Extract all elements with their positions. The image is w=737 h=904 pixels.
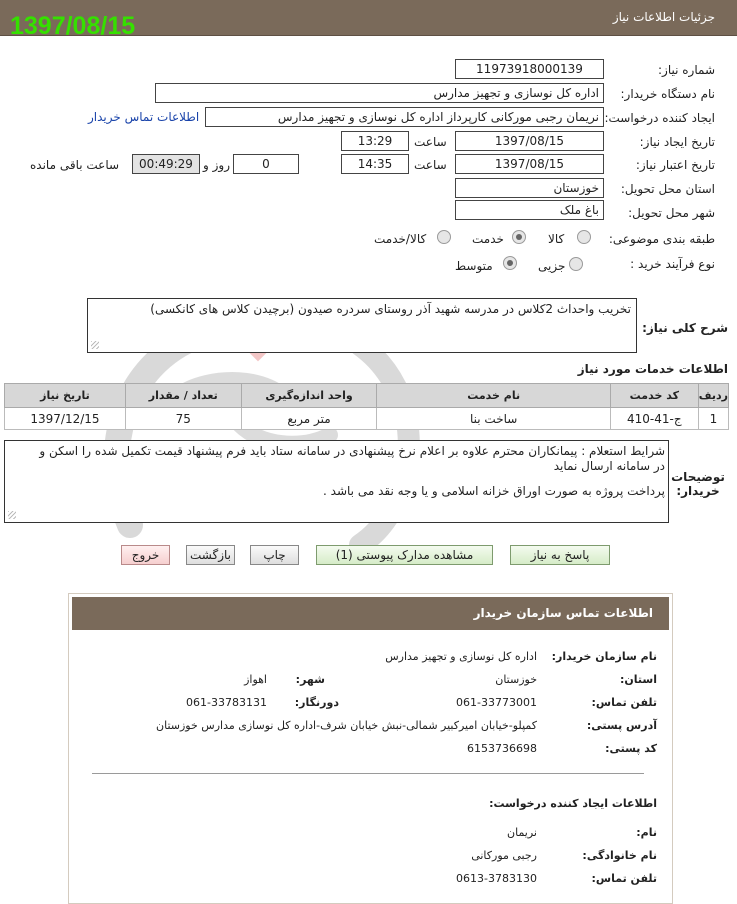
services-header-row: [5, 384, 729, 408]
contact-address-label: آدرس پستی:: [586, 719, 657, 732]
cell-unit: متر مربع: [241, 408, 377, 430]
validity-time-field: 14:35: [341, 154, 409, 174]
requester-label: ایجاد کننده درخواست:: [604, 111, 715, 125]
cell-name: ساخت بنا: [377, 408, 610, 430]
back-button[interactable]: بازگشت: [186, 545, 235, 565]
requester-field: نریمان رجبی مورکانی کارپرداز اداره کل نوسازی و تجهیز مدارس: [205, 107, 604, 127]
buyer-notes-label-line2: خریدار:: [676, 484, 720, 498]
services-title: اطلاعات خدمات مورد نیاز: [577, 362, 728, 376]
col-unit: واحد اندازه‌گیری: [241, 384, 377, 408]
stamp-date: 1397/08/15: [10, 12, 136, 40]
buyer-notes-textbox: [4, 440, 669, 523]
created-date-label: تاریخ ایجاد نیاز:: [639, 135, 715, 149]
created-time-label: ساعت: [414, 135, 447, 149]
validity-date-label: تاریخ اعتبار نیاز:: [635, 158, 715, 172]
creator-family-label: نام خانوادگی:: [582, 849, 657, 862]
contact-fax-value: 061-33783131: [186, 696, 267, 709]
category-radio-goods-service[interactable]: [437, 230, 451, 244]
creator-phone-value: 0613-3783130: [456, 872, 537, 885]
contact-fax-label: دورنگار:: [294, 696, 339, 709]
buyer-notes-line2: در سامانه ارسال نماید: [553, 459, 665, 473]
contact-city-value: اهواز: [244, 673, 267, 686]
process-label: نوع فرآیند خرید :: [630, 257, 715, 271]
category-option-goods-service: کالا/خدمت: [374, 232, 427, 246]
category-label: طبقه بندی موضوعی:: [608, 232, 715, 246]
process-radio-medium[interactable]: [503, 256, 517, 270]
table-row: [5, 408, 729, 430]
remaining-time-field: 00:49:29: [132, 154, 200, 174]
creator-family-value: رجبی مورکانی: [471, 849, 537, 862]
buyer-notes-line3: پرداخت پروژه به صورت اوراق خزانه اسلامی و یا وجه نقد می باشد .: [323, 484, 665, 498]
remaining-days-label: روز و: [203, 158, 230, 172]
col-code: کد خدمت: [610, 384, 698, 408]
reply-button[interactable]: پاسخ به نیاز: [510, 545, 610, 565]
contact-org-value: اداره کل نوسازی و تجهیز مدارس: [385, 650, 537, 663]
category-option-goods: کالا: [548, 232, 565, 246]
created-date-field: 1397/08/15: [455, 131, 604, 151]
remaining-days-field: 0: [233, 154, 299, 174]
category-option-service: خدمت: [472, 232, 504, 246]
services-table: [4, 383, 729, 430]
process-option-minor: جزیی: [538, 259, 566, 273]
created-time-field: 13:29: [341, 131, 409, 151]
col-row: ردیف: [698, 384, 728, 408]
creator-phone-label: تلفن تماس:: [591, 872, 657, 885]
resize-grip-icon[interactable]: [8, 511, 16, 519]
contact-province-value: خوزستان: [495, 673, 537, 686]
contact-phone-label: تلفن تماس:: [591, 696, 657, 709]
creator-section-title: اطلاعات ایجاد کننده درخواست:: [489, 797, 657, 810]
cell-row: 1: [698, 408, 728, 430]
print-button[interactable]: چاپ: [250, 545, 299, 565]
validity-time-label: ساعت: [414, 158, 447, 172]
col-date: تاریخ نیاز: [5, 384, 126, 408]
need-number-label: شماره نیاز:: [658, 63, 715, 77]
validity-date-field: 1397/08/15: [455, 154, 604, 174]
buyer-contact-link[interactable]: اطلاعات تماس خریدار: [88, 110, 200, 124]
contact-postal-label: کد پستی:: [605, 742, 657, 755]
contact-city-label: شهر:: [295, 673, 325, 686]
resize-grip-icon[interactable]: [91, 341, 99, 349]
cell-qty: 75: [125, 408, 241, 430]
contact-postal-value: 6153736698: [467, 742, 537, 755]
summary-label: شرح کلی نیاز:: [642, 321, 728, 335]
buyer-notes-label-line1: توضیحات: [671, 470, 725, 484]
cell-code: ج-41-410: [610, 408, 698, 430]
creator-name-value: نریمان: [507, 826, 537, 839]
buyer-org-label: نام دستگاه خریدار:: [620, 87, 715, 101]
summary-text: تخریب واحداث 2کلاس در مدرسه شهید آذر روستای سردره صیدون (برچیدن کلاس های کانکسی): [150, 302, 631, 316]
contact-province-label: استان:: [620, 673, 657, 686]
col-name: نام خدمت: [377, 384, 610, 408]
cell-date: 1397/12/15: [5, 408, 126, 430]
contact-panel-title: اطلاعات تماس سازمان خریدار: [473, 606, 653, 620]
view-attachments-button[interactable]: مشاهده مدارک پیوستی (1): [316, 545, 493, 565]
remaining-time-label: ساعت باقی مانده: [30, 158, 120, 172]
city-label: شهر محل تحویل:: [628, 206, 715, 220]
buyer-org-field: اداره کل نوسازی و تجهیز مدارس: [155, 83, 604, 103]
page-title: جزئیات اطلاعات نیاز: [612, 10, 715, 24]
buyer-notes-label: [668, 470, 728, 498]
contact-phone-value: 061-33773001: [456, 696, 537, 709]
col-qty: تعداد / مقدار: [125, 384, 241, 408]
category-radio-service[interactable]: [512, 230, 526, 244]
contact-address-value: کمپلو-خیابان امیرکبیر شمالی-نبش خیابان شرف-اداره کل نوسازی مدارس خوزستان: [156, 719, 537, 732]
province-label: استان محل تحویل:: [620, 182, 715, 196]
process-option-medium: متوسط: [455, 259, 493, 273]
summary-textbox: [87, 298, 637, 353]
province-field: خوزستان: [455, 178, 604, 198]
contact-divider: [92, 773, 644, 774]
city-field: باغ ملک: [455, 200, 604, 220]
creator-name-label: نام:: [636, 826, 657, 839]
contact-org-label: نام سازمان خریدار:: [551, 650, 657, 663]
process-radio-minor[interactable]: [569, 257, 583, 271]
exit-button[interactable]: خروج: [121, 545, 170, 565]
category-radio-goods[interactable]: [577, 230, 591, 244]
need-number-field: 11973918000139: [455, 59, 604, 79]
buyer-notes-line1: شرایط استعلام : پیمانکاران محترم علاوه بر اعلام نرخ پیشنهادی در سامانه ستاد باید فرم پیشنهاد قیمت تکمیل شده را اسکن و: [39, 444, 665, 458]
